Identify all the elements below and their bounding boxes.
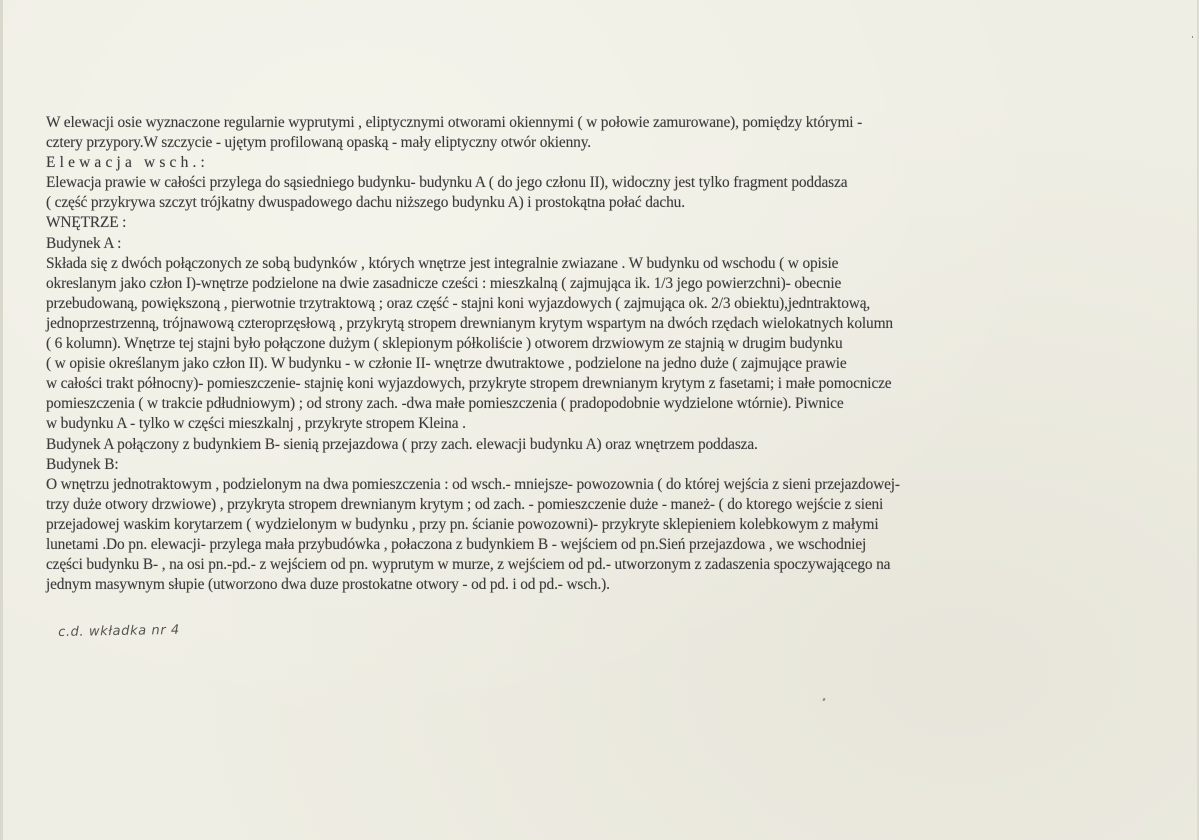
text-line: ( 6 kolumn). Wnętrze tej stajni było połączone dużym ( sklepionym półkoliście ) otworem drzwiowym ze stajnią w drugim budynku bbox=[46, 335, 843, 353]
text-line: okreslanym jako człon I)-wnętrze podzielone na dwie zasadnicze cześci : mieszkalną ( zajmująca ik. 1/3 jego powierzchni)- obecnie bbox=[46, 274, 842, 292]
text-line: W elewacji osie wyznaczone regularnie wyprutymi , eliptycznymi otworami okiennymi ( w połowie zamurowane), pomiędzy którymi - bbox=[46, 114, 863, 131]
subheading-building-a: Budynek A : bbox=[46, 234, 122, 252]
text-line: ( część przykrywa szczyt trójkatny dwuspadowego dachu niższego budynku A) i prostokątna połać dachu. bbox=[46, 194, 685, 212]
section-heading-elevation-east: Elewacja wsch.: bbox=[46, 154, 209, 172]
text-line: w budynku A - tylko w części mieszkalnj , przykryte stropem Kleina . bbox=[46, 415, 466, 433]
text-line: w całości trakt północny)- pomieszczenie- stajnię koni wyjazdowych, przykryte stropem drewnianym krytym z fasetami; i małe pomocnicze bbox=[46, 375, 892, 393]
handwritten-note: c.d. wkładka nr 4 bbox=[58, 622, 180, 640]
page-edge-left bbox=[0, 0, 3, 840]
text-line: Budynek A połączony z budynkiem B- sienią przejazdowa ( przy zach. elewacji budynku A) oraz wnętrzem poddasza. bbox=[46, 435, 758, 453]
subheading-building-b: Budynek B: bbox=[46, 455, 119, 473]
text-line: Elewacja prawie w całości przylega do sąsiedniego budynku- budynku A ( do jego członu II), widoczny jest tylko fragment poddasza bbox=[46, 174, 848, 192]
text-line: ( w opisie określanym jako człon II). W budynku - w członie II- wnętrze dwutraktowe , podzielone na jedno duże ( zajmujące prawie bbox=[46, 355, 847, 373]
text-line: lunetami .Do pn. elewacji- przylega mała przybudówka , połaczona z budynkiem B - wejściem od pn.Sień przejazdowa , we wschodniej bbox=[46, 535, 867, 553]
text-line: Składa się z dwóch połączonych ze sobą budynków , których wnętrze jest integralnie zwiazane . W budynku od wschodu ( w opisie bbox=[46, 254, 839, 272]
section-heading-interior: WNĘTRZE : bbox=[46, 214, 127, 232]
text-line: O wnętrzu jednotraktowym , podzielonym na dwa pomieszczenia : od wsch.- mniejsze- powozownia ( do której wejścia z sieni przejazdowej- bbox=[46, 475, 900, 493]
text-line: części budynku B- , na osi pn.-pd.- z wejściem od pn. wyprutym w murze, z wejściem od pd.- utworzonym z zadaszenia spoczywającego na bbox=[46, 556, 891, 574]
text-line: jednym masywnym słupie (utworzono dwa duze prostokatne otwory - od pd. i od pd.- wsch.). bbox=[46, 576, 610, 594]
text-line: pomieszczenia ( w trakcie pdłudniowym) ; od strony zach. -dwa małe pomieszczenia ( pradopodobnie wydzielone wtórnie). Piwnice bbox=[46, 395, 844, 413]
text-line: jednoprzestrzenną, trójnawową czteroprzęsłową , przykrytą stropem drewnianym krytym wspartym na dwóch rzędach wielokatnych kolumn bbox=[46, 314, 893, 332]
text-line: przebudowaną, powiększoną , pierwotnie trzytraktową ; oraz część - stajni koni wyjazdowych ( zajmująca ok. 2/3 obiektu),jedntraktową, bbox=[46, 294, 871, 312]
text-line: trzy duże otwory drzwiowe) , przykryta stropem drewnianym krytym ; od zach. - pomieszczenie duże - maneż- ( do ktorego wejście z sieni bbox=[46, 495, 884, 513]
paper-speck bbox=[1192, 36, 1193, 38]
text-line: cztery przypory.W szczycie - ujętym profilowaną opaską - mały eliptyczny otwór okienny. bbox=[46, 134, 591, 152]
text-line: przejadowej waskim korytarzem ( wydzielonym w budynku , przy pn. ścianie powozowni)- przykryte sklepieniem kolebkowym z małymi bbox=[46, 515, 879, 533]
paper-speck bbox=[822, 698, 825, 702]
typed-text-block bbox=[46, 113, 1166, 595]
